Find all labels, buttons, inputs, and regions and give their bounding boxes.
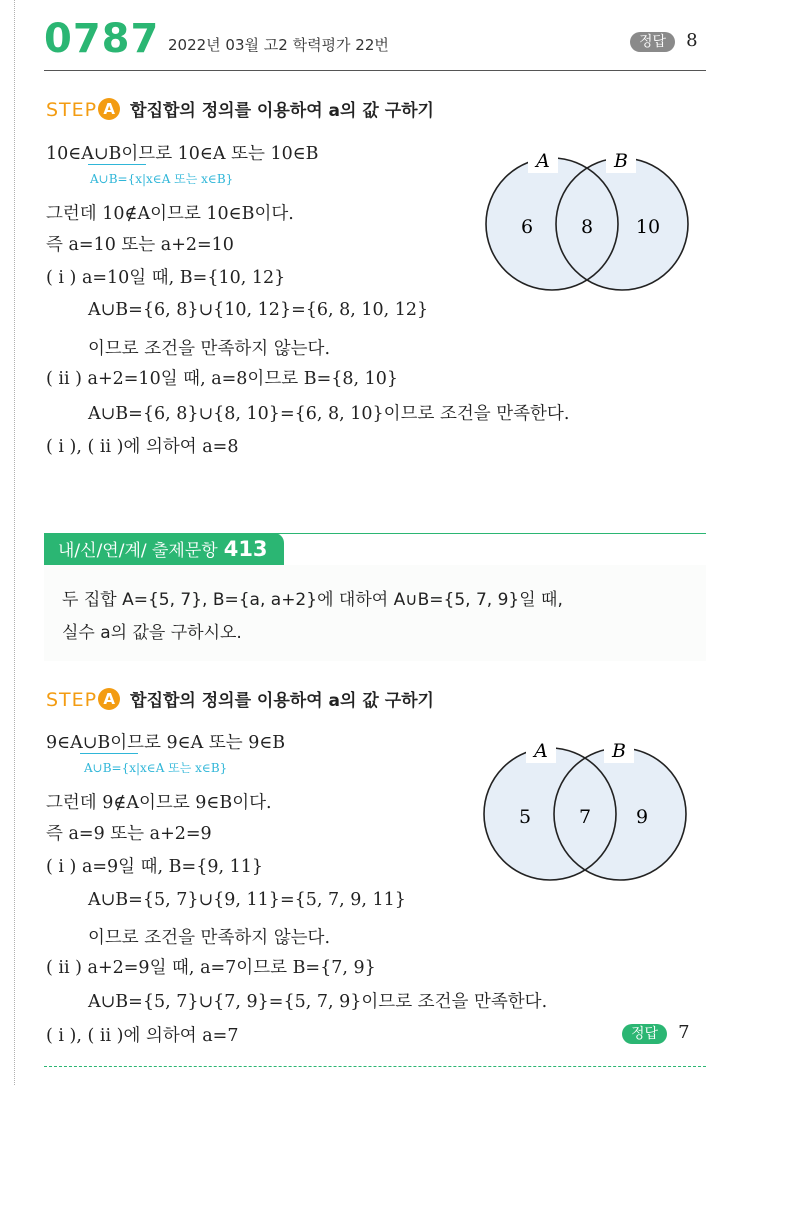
step-letter-icon: A [98, 688, 120, 710]
venn-only-a: 6 [520, 216, 534, 238]
step-word: STEP [46, 99, 98, 121]
solution-line: A∪B={6, 8}∪{8, 10}={6, 8, 10}이므로 조건을 만족한다. [88, 404, 570, 424]
banner-label: 내/신/연/계/ 출제문항 [58, 541, 218, 561]
step-title: 합집합의 정의를 이용하여 a의 값 구하기 [130, 691, 434, 711]
problem-source: 2022년 03월 고2 학력평가 22번 [168, 36, 389, 54]
solution-line: 10∈A∪B이므로 10∈A 또는 10∈B [46, 144, 319, 164]
venn-only-b: 9 [635, 806, 649, 828]
venn-label-a: A [534, 740, 548, 762]
solution-line: 그런데 10∉A이므로 10∈B이다. [46, 204, 294, 224]
solution-line: 이므로 조건을 만족하지 않는다. [88, 928, 331, 948]
solution-line: A∪B={5, 7}∪{9, 11}={5, 7, 9, 11} [88, 890, 406, 910]
related-problem-banner [44, 533, 284, 565]
solution-line: ( ii ) a+2=10일 때, a=8이므로 B={8, 10} [46, 369, 399, 389]
solution-line: 그런데 9∉A이므로 9∈B이다. [46, 793, 272, 813]
solution-line: A∪B={6, 8}∪{10, 12}={6, 8, 10, 12} [88, 300, 429, 320]
step-word: STEP [46, 689, 98, 711]
venn-diagram-2 [468, 735, 698, 890]
step-heading-2 [46, 686, 434, 711]
venn-intersection: 8 [580, 216, 594, 238]
margin-dotted-rule [14, 0, 15, 1085]
step-title: 합집합의 정의를 이용하여 a의 값 구하기 [130, 101, 434, 121]
answer-header [630, 30, 698, 51]
related-problem-box [44, 565, 706, 661]
venn-label-b: B [614, 150, 628, 172]
note-underline [88, 164, 146, 165]
venn-label-b: B [612, 740, 626, 762]
banner-number: 413 [223, 537, 268, 561]
related-problem-line: 실수 a의 값을 구하시오. [62, 623, 242, 643]
note-underline [80, 753, 138, 754]
definition-note: A∪B={x|x∈A 또는 x∈B} [90, 172, 234, 186]
problem-number: 0787 [44, 16, 160, 62]
step-heading-1 [46, 96, 434, 121]
step-letter-icon: A [98, 98, 120, 120]
definition-note: A∪B={x|x∈A 또는 x∈B} [84, 761, 228, 775]
solution-line: 즉 a=9 또는 a+2=9 [46, 824, 212, 844]
venn-diagram-1 [470, 145, 700, 300]
solution-line: ( i ) a=10일 때, B={10, 12} [46, 268, 286, 288]
venn-label-a: A [536, 150, 550, 172]
solution-line: ( ii ) a+2=9일 때, a=7이므로 B={7, 9} [46, 958, 376, 978]
solution-line: ( i ), ( ii )에 의하여 a=7 [46, 1026, 239, 1046]
solution-line: 9∈A∪B이므로 9∈A 또는 9∈B [46, 733, 286, 753]
answer-badge: 정답 [622, 1024, 667, 1044]
answer-value: 8 [686, 30, 698, 51]
bottom-divider [44, 1066, 706, 1067]
solution-line: A∪B={5, 7}∪{7, 9}={5, 7, 9}이므로 조건을 만족한다. [88, 992, 548, 1012]
solution-line: 즉 a=10 또는 a+2=10 [46, 235, 234, 255]
solution-line: ( i ), ( ii )에 의하여 a=8 [46, 437, 239, 457]
solution-line: ( i ) a=9일 때, B={9, 11} [46, 857, 263, 877]
answer-value: 7 [678, 1022, 690, 1043]
venn-only-b: 10 [635, 216, 661, 238]
final-answer [622, 1022, 690, 1043]
solution-line: 이므로 조건을 만족하지 않는다. [88, 339, 331, 359]
header-divider [44, 70, 706, 71]
related-problem-line: 두 집합 A={5, 7}, B={a, a+2}에 대하여 A∪B={5, 7, 9}일 때, [62, 590, 563, 610]
venn-intersection: 7 [578, 806, 592, 828]
answer-badge: 정답 [630, 32, 675, 52]
venn-only-a: 5 [518, 806, 532, 828]
